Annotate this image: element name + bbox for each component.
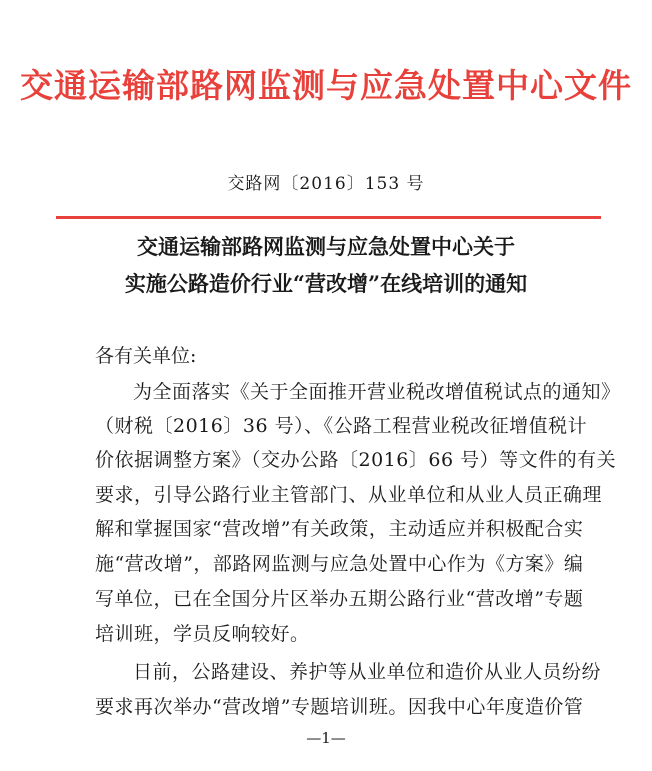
body-line: 写单位，已在全国分片区举办五期公路行业“营改增”专题 <box>95 588 584 610</box>
body-line: 解和掌握国家“营改增”有关政策，主动适应并积极配合实 <box>95 518 584 540</box>
letterhead-title: 交通运输部路网监测与应急处置中心文件 <box>20 66 632 105</box>
page-number: —1— <box>306 729 346 747</box>
body-line: 价依据调整方案》（交办公路〔2016〕66 号）等文件的有关 <box>95 449 617 471</box>
body-line: 培训班，学员反响较好。 <box>95 623 310 645</box>
notice-title-line-1: 交通运输部路网监测与应急处置中心关于 <box>137 234 515 259</box>
body-line: 要求再次举办“营改增”专题培训班。因我中心年度造价管 <box>95 696 584 718</box>
red-divider-rule <box>56 216 601 219</box>
document-number: 交路网〔2016〕153 号 <box>227 174 425 194</box>
body-line: 日前，公路建设、养护等从业单位和造价从业人员纷纷 <box>133 661 602 683</box>
salutation: 各有关单位: <box>95 345 197 367</box>
body-line: 施“营改增”，部路网监测与应急处置中心作为《方案》编 <box>95 553 584 575</box>
body-line: 为全面落实《关于全面推开营业税改增值税试点的通知》 <box>133 381 621 403</box>
body-line: （财税〔2016〕36 号）、《公路工程营业税改征增值税计 <box>95 415 588 437</box>
body-line: 要求，引导公路行业主管部门、从业单位和从业人员正确理 <box>95 484 603 506</box>
notice-title-line-2: 实施公路造价行业“营改增”在线培训的通知 <box>124 271 528 296</box>
